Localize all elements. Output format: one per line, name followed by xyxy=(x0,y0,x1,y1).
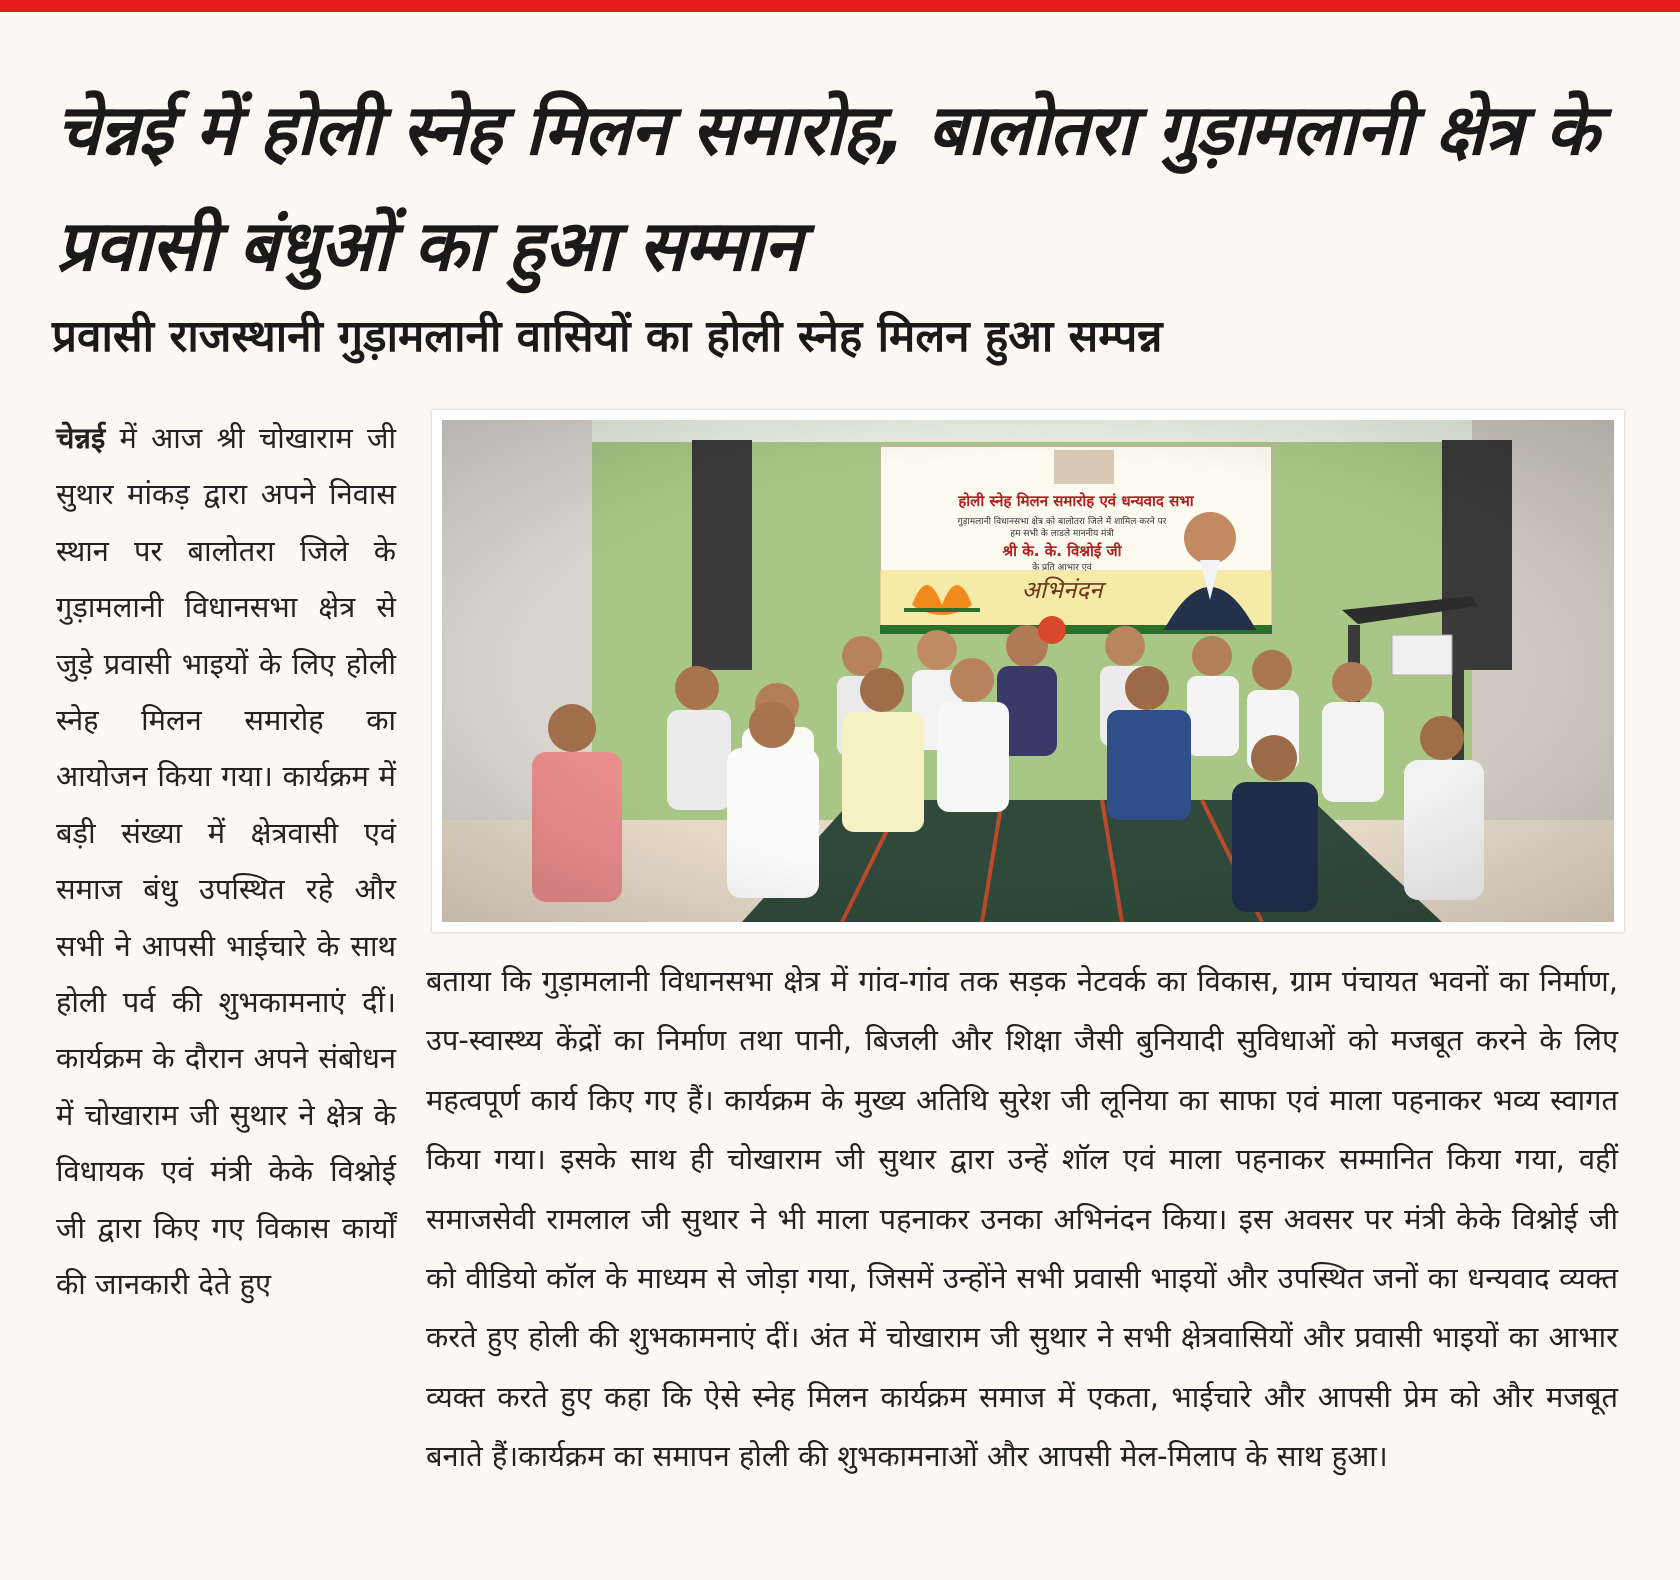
banner-line-1: गुड़ामलानी विधानसभा क्षेत्र को बालोतरा जिले में शामिल करने पर xyxy=(957,517,1167,527)
event-photo-frame xyxy=(432,410,1624,932)
left-column-text xyxy=(56,410,396,1313)
top-accent-bar xyxy=(0,0,1680,12)
banner-title: होली स्नेह मिलन समारोह एवं धन्यवाद सभा xyxy=(958,492,1194,510)
headline: चेन्नई में होली स्नेह मिलन समारोह, बालोतरा गुड़ामलानी क्षेत्र के प्रवासी बंधुओं का हुआ सम्मान xyxy=(56,89,1599,287)
banner-line-3: के प्रति आभार एवं xyxy=(1032,563,1092,573)
subheadline: प्रवासी राजस्थानी गुड़ामलानी वासियों का होली स्नेह मिलन हुआ सम्पन्न xyxy=(52,311,1163,362)
dateline: चेन्नई xyxy=(56,421,106,455)
banner-greeting: अभिनंदन xyxy=(1021,576,1103,604)
left-column-body: में आज श्री चोखाराम जी सुथार मांकड़ द्वारा अपने निवास स्थान पर बालोतरा जिले के गुड़ामलानी विधानसभा क्षेत्र से जुड़े प्रवासी भाइयों के लिए होली स्नेह मिलन समारोह का आयोजन किया गया। कार्यक्रम में बड़ी संख्या में क्षेत्रवासी एवं समाज बंधु उपस्थित रहे और सभी ने आपसी भाईचारे के साथ होली पर्व की शुभकामनाएं दीं। कार्यक्रम के दौरान अपने संबोधन में चोखाराम जी सुथार ने क्षेत्र के विधायक एवं मंत्री केके विश्नोई जी द्वारा किए गए विकास कार्यों की जानकारी देते हुए xyxy=(56,421,396,1302)
event-photo xyxy=(442,420,1614,922)
banner-line-2: हम सभी के लाडले माननीय मंत्री xyxy=(1010,529,1114,539)
article-body: बताया कि गुड़ामलानी विधानसभा क्षेत्र में गांव-गांव तक सड़क नेटवर्क का विकास, ग्राम पंचायत भवनों का निर्माण, उप-स्वास्थ्य केंद्रों का निर्माण तथा पानी, बिजली और शिक्षा जैसी बुनियादी सुविधाओं को मजबूत करने के लिए महत्वपूर्ण कार्य किए गए हैं। कार्यक्रम के मुख्य अतिथि सुरेश जी लूनिया का साफा एवं माला पहनाकर भव्य स्वागत किया गया। इसके साथ ही चोखाराम जी सुथार द्वारा उन्हें शॉल एवं माला पहनाकर सम्मानित किया गया, वहीं समाजसेवी रामलाल जी सुथार ने भी माला पहनाकर उनका अभिनंदन किया। इस अवसर पर मंत्री केके विश्नोई जी को वीडियो कॉल के माध्यम से जोड़ा गया, जिसमें उन्होंने सभी प्रवासी भाइयों और उपस्थित जनों का धन्यवाद व्यक्त करते हुए होली की शुभकामनाएं दीं। अंत में चोखाराम जी सुथार ने सभी क्षेत्रवासियों और प्रवासी भाइयों का आभार व्यक्त करते हुए कहा कि ऐसे स्नेह मिलन कार्यक्रम समाज में एकता, भाईचारे और आपसी प्रेम को और मजबूत बनाते हैं।कार्यक्रम का समापन होली की शुभकामनाओं और आपसी मेल-मिलाप के साथ हुआ। xyxy=(426,964,1618,1474)
event-photo-illustration xyxy=(442,420,1614,922)
banner-name: श्री के. के. विश्नोई जी xyxy=(1002,542,1122,560)
